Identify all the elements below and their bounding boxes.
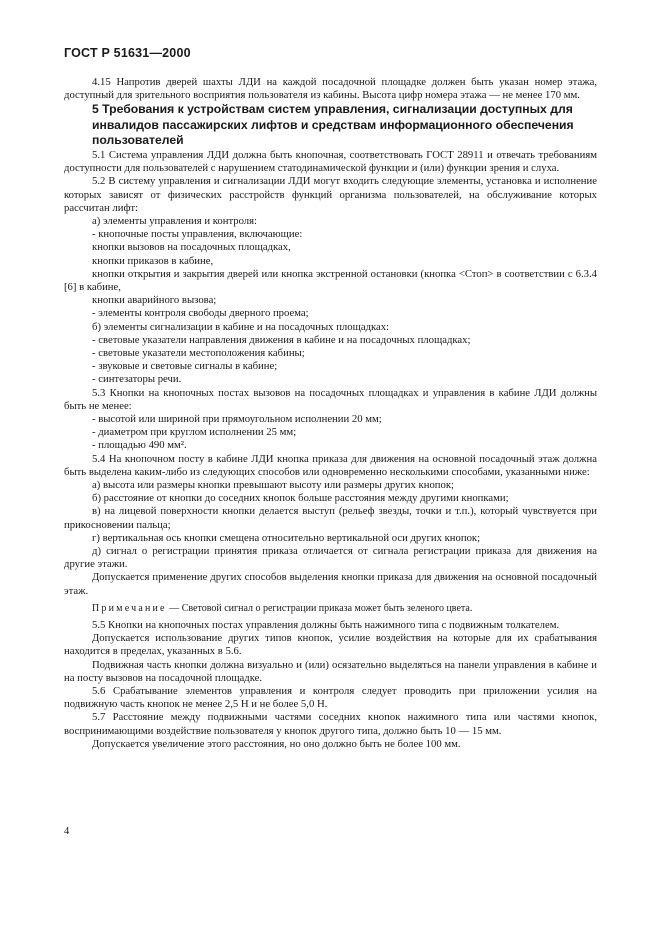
document-body <box>64 76 597 751</box>
paragraph: 5.3 Кнопки на кнопочных постах вызовов на посадочных площадках и управления в кабине ЛДИ должны быть не менее: <box>64 386 597 412</box>
page-number: 4 <box>64 826 70 837</box>
list-item: а) элементы управления и контроля: <box>92 214 258 227</box>
list-item: кнопки аварийного вызова; <box>92 294 217 307</box>
list-item: г) вертикальная ось кнопки смещена относительно вертикальной оси других кнопок; <box>92 531 481 544</box>
list-item: - световые указатели направления движения в кабине и на посадочных площадках; <box>92 333 471 346</box>
note-text: — Световой сигнал о регистрации приказа может быть зеленого цвета. <box>166 602 473 614</box>
note <box>64 602 597 615</box>
paragraph: 5.4 На кнопочном посту в кабине ЛДИ кнопка приказа для движения на основной посадочный этаж должна быть выделена каким-либо из следующих способов или одновременно несколькими способами, указанными ниже: <box>64 452 597 478</box>
list-item: а) высота или размеры кнопки превышают высоту или размеры других кнопок; <box>92 478 455 491</box>
list-item: - синтезаторы речи. <box>92 373 182 386</box>
paragraph: Подвижная часть кнопки должна визуально и (или) осязательно выделяться на панели управления в кабине и на посту вызовов на посадочной площадке. <box>64 658 597 684</box>
paragraph: 5.1 Система управления ЛДИ должна быть кнопочная, соответствовать ГОСТ 28911 и отвечать требованиям доступности для пользователей с нарушением статодинамической функции и (или) функции зрения и слуха. <box>64 148 597 175</box>
paragraph: 5.5 Кнопки на кнопочных постах управления должны быть нажимного типа с подвижным толкателем. <box>92 619 560 632</box>
list-item: - звуковые и световые сигналы в кабине; <box>92 360 278 373</box>
list-item: кнопки открытия и закрытия дверей или кнопка экстренной остановки (кнопка <Стоп> в соответствии с 6.3.4 [6] в кабине, <box>64 267 597 293</box>
list-item: б) расстояние от кнопки до соседних кнопок больше расстояния между другими кнопками; <box>92 492 509 505</box>
list-item: б) элементы сигнализации в кабине и на посадочных площадках: <box>92 320 390 333</box>
clause-4-15: 4.15 Напротив дверей шахты ЛДИ на каждой посадочной площадке должен быть указан номер этажа, доступный для зрительного восприятия пользователя из кабины. Высота цифр номера этажа — не менее 170 мм. <box>64 76 597 102</box>
list-item: - световые указатели местоположения кабины; <box>92 346 305 359</box>
list-item: кнопки вызовов на посадочных площадках, <box>92 241 291 254</box>
document-header: ГОСТ Р 51631—2000 <box>64 46 191 60</box>
section-5-heading: 5 Требования к устройствам систем управления, сигнализации доступных для инвалидов пассажирских лифтов и средствам информационного обеспечения пользователей <box>92 102 574 148</box>
list-item: - диаметром при круглом исполнении 25 мм; <box>92 426 297 439</box>
list-item: - площадью 490 мм². <box>92 439 187 452</box>
paragraph: 5.7 Расстояние между подвижными частями соседних кнопок нажимного типа или частями кнопок, воспринимающими воздействие пользователя у кнопок другого типа, должно быть 10 — 15 мм. <box>64 711 597 737</box>
list-item: - высотой или шириной при прямоугольном исполнении 20 мм; <box>92 412 382 425</box>
note-label: Примечание <box>92 602 167 614</box>
list-item: - кнопочные посты управления, включающие: <box>92 228 303 241</box>
paragraph: 5.6 Срабатывание элементов управления и контроля следует проводить при приложении усилия на подвижную часть кнопок не менее 2,5 Н и не более 5,0 Н. <box>64 685 597 711</box>
list-item: д) сигнал о регистрации принятия приказа отличается от сигнала регистрации приказа для движения на другие этажи. <box>64 545 597 571</box>
list-item: кнопки приказов в кабине, <box>92 254 214 267</box>
paragraph: Допускается применение других способов выделения кнопки приказа для движения на основной посадочный этаж. <box>64 571 597 597</box>
list-item: - элементы контроля свободы дверного проема; <box>92 307 309 320</box>
paragraph: 5.2 В систему управления и сигнализации ЛДИ могут входить следующие элементы, установка и исполнение которых зависят от физических расстройств функций организма пользователей, на обслуживание которых рассчитан лифт: <box>64 175 597 214</box>
paragraph: Допускается увеличение этого расстояния, но оно должно быть не более 100 мм. <box>92 737 461 750</box>
list-item: в) на лицевой поверхности кнопки делается выступ (рельеф звезды, точки и т.п.), который чувствуется при прикосновении пальца; <box>64 505 597 531</box>
paragraph: Допускается использование других типов кнопок, усилие воздействия на которые для их срабатывания находится в пределах, указанных в 5.6. <box>64 632 597 658</box>
